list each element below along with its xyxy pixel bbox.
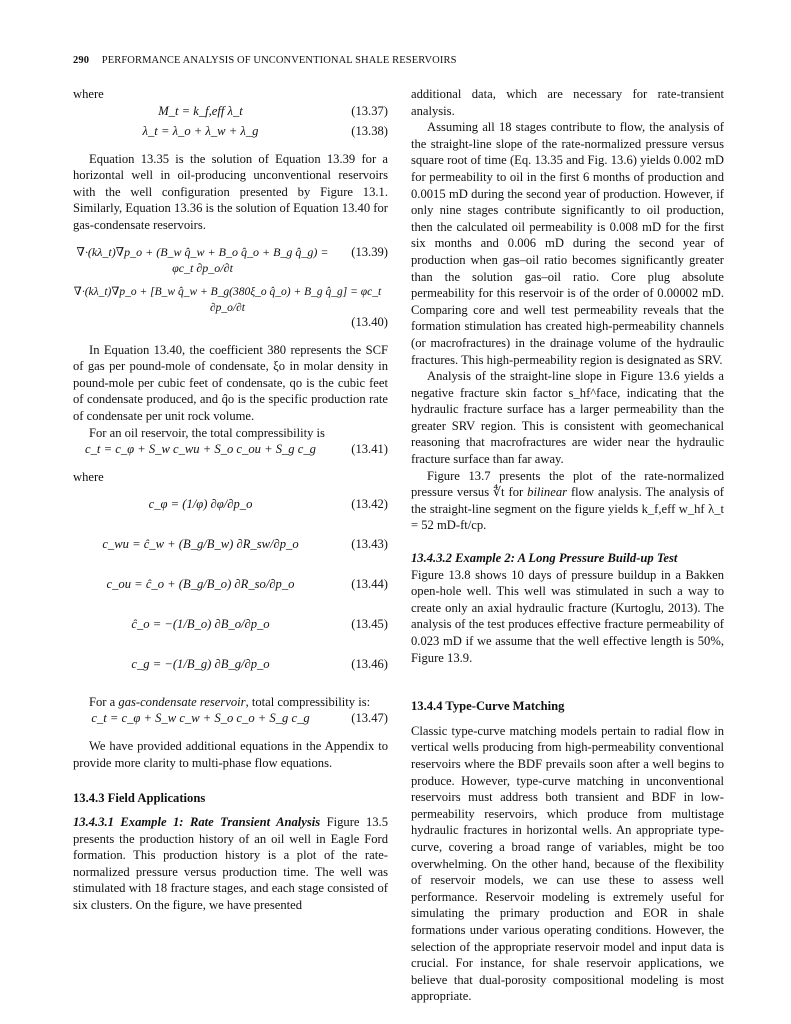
equation-math: λ_t = λ_o + λ_w + λ_g (142, 123, 259, 138)
equation-13-37 (73, 103, 388, 123)
equation-number: (13.43) (351, 536, 388, 551)
equation-number: (13.44) (351, 576, 388, 591)
equation-math: c_g = −(1/B_g) ∂B_g/∂p_o (131, 656, 270, 671)
left-column (73, 86, 388, 914)
equation-math: ∇·(kλ_t)∇p_o + (B_w q̂_w + B_o q̂_o + B_g q̂_g) = φc_t ∂p_o/∂t (76, 244, 329, 276)
paragraph: Assuming all 18 stages contribute to flow, the analysis of the straight-line slope of the rate-normalized pressure versus square root of time (Eq. 13.35 and Fig. 13.6) yields 0.002 mD for permeability to oil in the first 6 months of production and 0.0015 mD during the second year of production. However, if only nine stages contribute significantly to oil production, then the calculated oil permeability is 0.008 mD for the first six months and 0.006 mD during the second year of production when gas–oil ratio becomes significantly greater than the solution gas–oil ratio. Core plug absolute permeability for this reservoir is of the order of 0.00002 mD. Comparing core and well test permeability reveals that the formation stimulation has created high-permeability channels (or macrofractures) in the drainage volume of the hydraulic fractures. This high-permeability region is designated as SRV. (411, 120, 724, 367)
paragraph: In Equation 13.40, the coefficient 380 represents the SCF of gas per pound-mole of condensate, ξo in molar density in pound-mole per cubic feet of condensate, qo is the cubic feet of condensate produced, and q̂o is the specific production rate of condensate per unit rock volume. (73, 342, 388, 423)
equation-math: M_t = k_f,eff λ_t (158, 103, 243, 118)
equation-number: (13.41) (351, 442, 388, 457)
paragraph: For a gas-condensate reservoir, total compressibility is: (89, 694, 371, 709)
paragraph: For an oil reservoir, the total compressibility is (89, 425, 325, 440)
paragraph: additional data, which are necessary for rate-transient analysis. (411, 87, 724, 118)
equation-13-41 (73, 441, 388, 461)
equation-math: ∇·(kλ_t)∇p_o + [B_w q̂_w + B_g(380ξ_o q̂_o) + B_g q̂_g] = φc_t ∂p_o/∂t (73, 285, 382, 315)
equation-number: (13.46) (351, 656, 388, 671)
equation-13-42 (73, 486, 388, 526)
equation-math: c_wu = ĉ_w + (B_g/B_w) ∂R_sw/∂p_o (102, 536, 299, 551)
equation-13-47 (73, 710, 388, 730)
equation-math: c_t = c_φ + S_w c_wu + S_o c_ou + S_g c_g (85, 442, 316, 457)
equation-number: (13.45) (351, 616, 388, 631)
paragraph: Figure 13.8 shows 10 days of pressure buildup in a Bakken open-hole well. This well was stimulated in such a way to create only an axial hydraulic fracture (Kurtoglu, 2013). The analysis of the test produces effective fracture permeability of 0.023 mD if we assume that the well effective length is 50%, Figure 13.9. (411, 567, 724, 665)
equation-number: (13.39) (351, 244, 388, 259)
section-heading: 13.4.4 Type-Curve Matching (411, 699, 565, 714)
paragraph: 13.4.3.1 Example 1: Rate Transient Analysis Figure 13.5 presents the production history of an oil well in Eagle Ford formation. This production history is a plot of the rate-normalized pressure versus production time. The well was stimulated with 18 fracture stages, and each stage consisted of six clusters. On the figure, we have presented (73, 815, 388, 913)
equation-13-40 (73, 274, 388, 314)
subsection-heading: 13.4.3.2 Example 2: A Long Pressure Build-up Test (411, 551, 678, 566)
equation-13-46 (73, 646, 388, 686)
paragraph: Analysis of the straight-line slope in Figure 13.6 yields a negative fracture skin factor s_hf^face, indicating that the hydraulic fracture surface has a larger permeability than the greater SRV region. This is consistent with geomechanical reasoning that macrofractures are wider near the hydraulic fracture surface than far away. (411, 369, 724, 467)
equation-math: ĉ_o = −(1/B_o) ∂B_o/∂p_o (131, 616, 270, 631)
equation-number: (13.37) (351, 103, 388, 118)
right-column (411, 86, 724, 1005)
paragraph: Equation 13.35 is the solution of Equation 13.39 for a horizontal well in oil-producing unconventional reservoirs with the well configuration presented by Figure 13.1. Similarly, Equation 13.36 is the solution of Equation 13.40 for gas-condensate reservoirs. (73, 151, 388, 232)
equation-number: (13.38) (351, 123, 388, 138)
running-header (73, 55, 457, 66)
section-heading: 13.4.3 Field Applications (73, 790, 206, 805)
equation-13-38 (73, 123, 388, 143)
equation-13-45 (73, 606, 388, 646)
equation-math: c_t = c_φ + S_w c_w + S_o c_o + S_g c_g (91, 711, 310, 726)
subsection-heading: 13.4.3.1 Example 1: Rate Transient Analysis (73, 815, 321, 830)
equation-13-44 (73, 566, 388, 606)
running-title: PERFORMANCE ANALYSIS OF UNCONVENTIONAL SHALE RESERVOIRS (101, 55, 457, 66)
where-label: where (73, 87, 104, 101)
equation-13-39 (73, 234, 388, 274)
where-label: where (73, 470, 104, 485)
equation-13-40-number (73, 314, 388, 334)
equation-13-43 (73, 526, 388, 566)
page-number: 290 (73, 55, 90, 66)
equation-number: (13.40) (351, 314, 388, 329)
paragraph: We have provided additional equations in the Appendix to provide more clarity to multi-phase flow equations. (73, 739, 388, 770)
equation-number: (13.47) (351, 711, 388, 726)
paragraph: Classic type-curve matching models pertain to radial flow in vertical wells producing from high-permeability conventional reservoirs where the BDF prevails soon after a well begins to produce. However, type-curve matching in unconventional reservoirs must address both transient and BDF in low-permeability reservoirs, which produce from multistage hydraulic fractures in horizontal wells. An appropriate type-curve, covering a broad range of variables, might be too overwhelming. On the other hand, because of the flexibility of reservoir models, we can use these to assess well performance. Reservoir modeling is extremely useful for simulating the primary production and EOR in shale formations under various operating conditions. However, the selection of the appropriate reservoir model and input data is crucial. For instance, for shale reservoir applications, we believe that dual-porosity compositional modeling is most appropriate. (411, 723, 724, 1004)
equation-math: c_φ = (1/φ) ∂φ/∂p_o (148, 496, 253, 511)
paragraph: Figure 13.7 presents the plot of the rate-normalized pressure versus ∜t for bilinear flow analysis. The analysis of the straight-line segment on the figure yields k_f,eff w_hf λ_t = 52 mD-ft/cp. (411, 468, 724, 533)
equation-math: c_ou = ĉ_o + (B_g/B_o) ∂R_so/∂p_o (106, 576, 295, 591)
equation-number: (13.42) (351, 496, 388, 511)
